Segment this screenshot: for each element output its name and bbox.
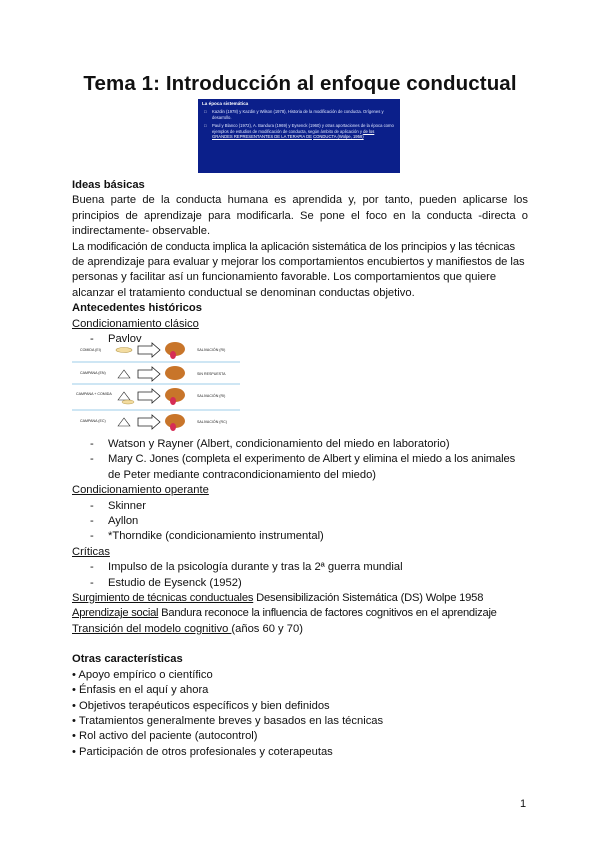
antecedentes-continued bbox=[72, 437, 528, 760]
arrow-icon bbox=[138, 367, 160, 381]
reference-slide-image bbox=[198, 99, 400, 173]
figure-label-right: SALIVACIÓN (RC) bbox=[197, 420, 227, 424]
aprendizaje-social-line: Aprendizaje social Bandura reconoce la influencia de factores cognitivos en el aprendizaje bbox=[72, 607, 497, 620]
list-item: - Skinner bbox=[72, 499, 528, 514]
figure-label-right: SALIVACIÓN (RI) bbox=[197, 348, 226, 352]
arrow-icon bbox=[138, 415, 160, 429]
list-item: - Pavlov bbox=[72, 332, 528, 347]
subsection-heading: Condicionamiento clásico bbox=[72, 317, 199, 330]
bell-icon bbox=[118, 392, 130, 400]
bone-icon bbox=[122, 400, 134, 404]
paragraph: La modificación de conducta implica la aplicación sistemática de los principios y las técnicas de aprendizaje para evaluar y mejorar los comportamientos encubiertos y manifiestos de las personas y facilitar así un funcionamiento favorable. Los comportamientos que quiere alcanzar el tratamiento conductual se denominan conductas objetivo. bbox=[72, 240, 525, 299]
page-number: 1 bbox=[520, 798, 527, 810]
list-item: - Ayllon bbox=[72, 514, 528, 529]
list-item: • Participación de otros profesionales y coterapeutas bbox=[72, 745, 333, 758]
section-heading: Antecedentes históricos bbox=[72, 302, 202, 315]
bone-icon bbox=[116, 348, 132, 353]
list-item: - Mary C. Jones (completa el experimento de Albert y elimina el miedo a los animales de Peter mediante contracondicionamiento del miedo) bbox=[72, 452, 528, 483]
arrow-icon bbox=[138, 389, 160, 403]
slide-item: □ Paul y Blanco (1972), A. Bandura (1969) y Eysenck (1960) y otras aportaciones de la época como ejemplos de estudios de modificación de conducta, según ámbito de aplicación y de los GRANDES REPRESENTANTES DE LA TERAPIA DE CONDUCTA (Wolpe, 1958) bbox=[202, 123, 396, 139]
slide-heading: La época sistemática bbox=[202, 101, 249, 106]
figure-label-left: CAMPANA (EC) bbox=[80, 419, 106, 423]
figure-label-right: SIN RESPUESTA bbox=[197, 372, 226, 376]
bell-icon bbox=[118, 418, 130, 426]
surgimiento-line: Surgimiento de técnicas conductuales Desensibilización Sistemática (DS) Wolpe 1958 bbox=[72, 592, 484, 605]
slide-item: □ Kazdin (1978) y Kazdin y Wilson (1978), Historia de la modificación de conducta. Orígenes y desarrollo. bbox=[202, 109, 396, 120]
subsection-heading: Críticas bbox=[72, 545, 110, 558]
section-heading: Otras características bbox=[72, 653, 183, 666]
figure-label-right: SALIVACIÓN (RI) bbox=[197, 394, 226, 398]
list-item: • Tratamientos generalmente breves y basados en las técnicas bbox=[72, 714, 384, 727]
section-heading: Ideas básicas bbox=[72, 179, 145, 191]
page-title: Tema 1: Introducción al enfoque conductual bbox=[83, 72, 517, 95]
list-item: - *Thorndike (condicionamiento instrumental) bbox=[72, 529, 528, 544]
bell-icon bbox=[118, 370, 130, 378]
arrow-icon bbox=[138, 343, 160, 357]
list-item: • Énfasis en el aquí y ahora bbox=[72, 684, 209, 697]
list-item: - Estudio de Eysenck (1952) bbox=[72, 576, 528, 591]
figure-label-left: CAMPANA (EN) bbox=[80, 371, 106, 375]
subsection-heading: Condicionamiento operante bbox=[72, 484, 209, 497]
ideas-basicas-section bbox=[72, 178, 528, 347]
figure-label-left: COMIDA (EI) bbox=[80, 348, 101, 352]
list-item: • Rol activo del paciente (autocontrol) bbox=[72, 730, 258, 743]
figure-label-left: CAMPANA + COMIDA bbox=[76, 392, 112, 396]
pavlov-conditioning-figure bbox=[72, 338, 248, 438]
list-item: • Objetivos terapéuticos específicos y bien definidos bbox=[72, 699, 330, 712]
transicion-line: Transición del modelo cognitivo (años 60 y 70) bbox=[72, 622, 303, 635]
list-item: • Apoyo empírico o científico bbox=[72, 668, 213, 681]
list-item: - Watson y Rayner (Albert, condicionamiento del miedo en laboratorio) bbox=[72, 437, 528, 452]
dog-icon bbox=[165, 366, 185, 380]
paragraph: Buena parte de la conducta humana es aprendida y, por tanto, pueden aplicarse los principios de aprendizaje para modificarla. Se pone el foco en la conducta -directa o indirectamente- observable. bbox=[72, 194, 528, 238]
list-item: - Impulso de la psicología durante y tras la 2ª guerra mundial bbox=[72, 560, 528, 575]
